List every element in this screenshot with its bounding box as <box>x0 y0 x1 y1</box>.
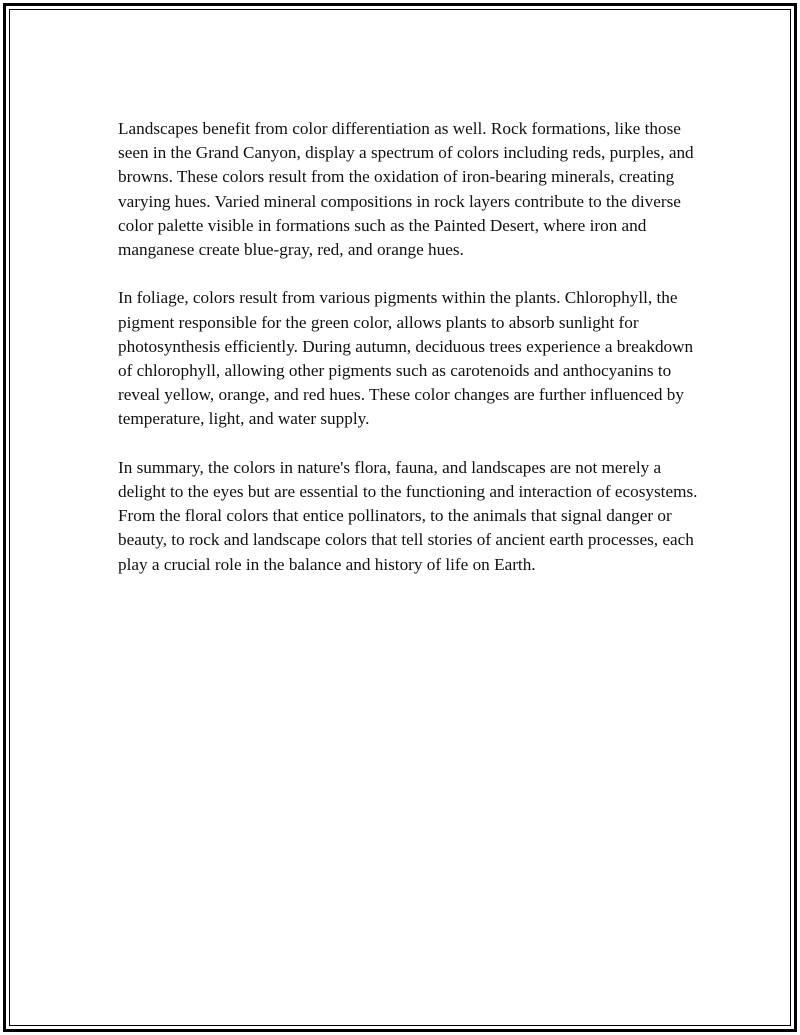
paragraph-summary: In summary, the colors in nature's flora, fauna, and landscapes are not merely a delight to the eyes but are essential to the functioning and interaction of ecosystems. From the floral colors that entice pollinators, to the animals that signal danger or beauty, to rock and landscape colors that tell stories of ancient earth processes, each play a crucial role in the balance and history of life on Earth. <box>118 457 698 574</box>
paragraph-foliage: In foliage, colors result from various pigments within the plants. Chlorophyll, the pigment responsible for the green color, allows plants to absorb sunlight for photosynthesis efficiently. During autumn, deciduous trees experience a breakdown of chlorophyll, allowing other pigments such as carotenoids and anthocyanins to reveal yellow, orange, and red hues. These color changes are further influenced by temperature, light, and water supply. <box>118 288 694 429</box>
paragraph-landscapes: Landscapes benefit from color differentiation as well. Rock formations, like those seen in the Grand Canyon, display a spectrum of colors including reds, purples, and browns. These colors result from the oxidation of iron-bearing minerals, creating varying hues. Varied mineral compositions in rock layers contribute to the diverse color palette visible in formations such as the Painted Desert, where iron and manganese create blue-gray, red, and orange hues. <box>118 119 694 260</box>
document-body <box>118 117 698 601</box>
